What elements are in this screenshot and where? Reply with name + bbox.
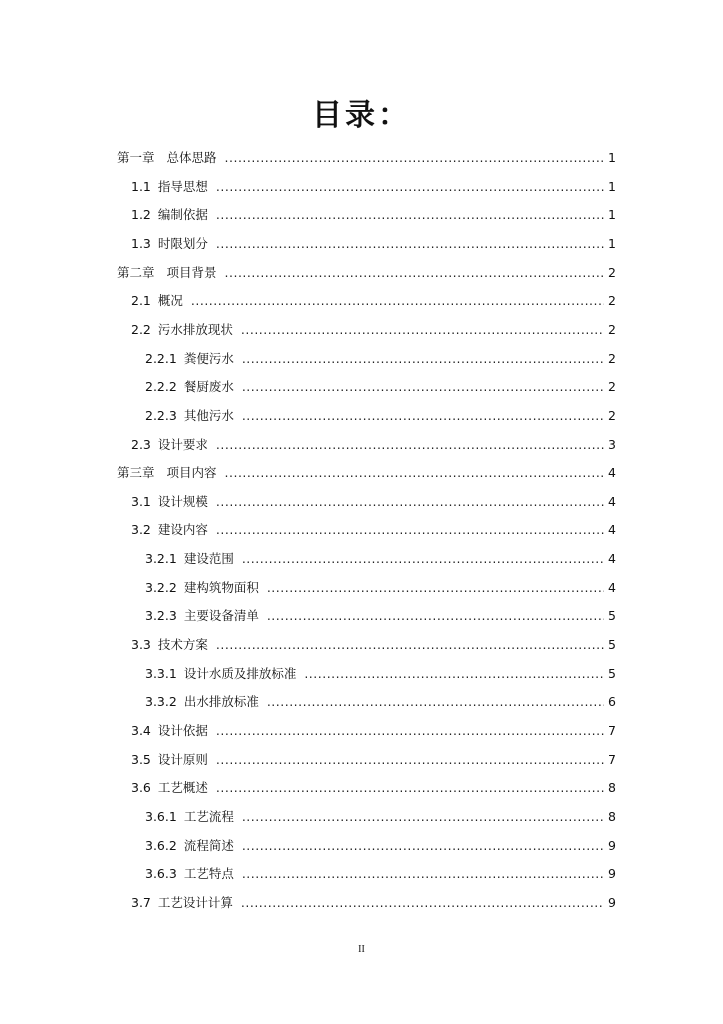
toc-dot-leader [267, 579, 604, 597]
toc-entry-number: 2.2.3 [145, 407, 177, 423]
toc-entry-label: 项目背景 [166, 264, 217, 280]
toc-entry-number: 3.3 [131, 637, 151, 653]
toc-entry-number: 3.4 [131, 723, 151, 738]
toc-entry-page: 1 [608, 235, 616, 251]
toc-dot-leader [267, 607, 604, 625]
toc-dot-leader [216, 521, 604, 539]
toc-dot-leader [304, 665, 604, 683]
toc-entry-label: 工艺概述 [157, 780, 208, 796]
toc-entry-label: 时限划分 [157, 235, 208, 251]
toc-entry[interactable] [131, 521, 616, 539]
toc-entry-label: 流程简述 [183, 837, 234, 853]
toc-entry-page: 3 [608, 436, 616, 452]
toc-entry-label: 工艺流程 [183, 808, 234, 824]
toc-entry-label: 概况 [157, 293, 183, 309]
toc-dot-leader [242, 837, 604, 855]
toc-entry-label: 总体思路 [166, 150, 217, 165]
toc-entry[interactable] [145, 808, 616, 826]
toc-entry-label: 技术方案 [157, 637, 208, 653]
toc-entry[interactable] [145, 693, 616, 711]
toc-entry-number: 第一章 [117, 150, 155, 165]
toc-entry-page: 2 [608, 350, 616, 366]
toc-entry-number: 3.7 [131, 894, 151, 910]
toc-entry-number: 3.5 [131, 751, 151, 767]
toc-entry-page: 7 [608, 751, 616, 767]
toc-entry-number: 3.3.2 [145, 694, 177, 710]
toc-dot-leader [242, 808, 604, 826]
toc-entry-page: 2 [608, 407, 616, 423]
toc-entry-label: 建构筑物面积 [183, 579, 259, 595]
toc-dot-leader [216, 178, 604, 196]
toc-dot-leader [216, 235, 604, 253]
toc-dot-leader [216, 722, 604, 740]
toc-entry-page: 4 [608, 551, 616, 567]
toc-entry[interactable] [131, 722, 616, 740]
toc-entry-label: 设计水质及排放标准 [183, 665, 297, 681]
toc-dot-leader [242, 865, 604, 883]
toc-entry[interactable] [145, 579, 616, 597]
toc-entry-label: 主要设备清单 [183, 608, 259, 624]
toc-dot-leader [225, 149, 605, 167]
toc-entry[interactable] [131, 636, 616, 654]
toc-entry-number: 3.2.2 [145, 579, 177, 595]
toc-entry-label: 指导思想 [157, 178, 208, 194]
toc-entry[interactable] [145, 837, 616, 855]
toc-entry-page: 8 [608, 780, 616, 796]
toc-entry-page: 9 [608, 837, 616, 853]
toc-entry-number: 2.2.2 [145, 379, 177, 395]
toc-dot-leader [225, 264, 605, 282]
toc-dot-leader [191, 292, 604, 310]
toc-dot-leader [216, 493, 604, 511]
toc-entry-page: 7 [608, 723, 616, 738]
toc-entry-label: 设计依据 [157, 723, 208, 738]
toc-entry-number: 2.3 [131, 436, 151, 452]
toc-entry[interactable] [131, 779, 616, 797]
toc-entry-number: 3.2.1 [145, 551, 177, 567]
toc-entry-number: 1.1 [131, 178, 151, 194]
toc-dot-leader [241, 321, 604, 339]
toc-entry-label: 出水排放标准 [183, 694, 259, 710]
toc-entry[interactable] [131, 292, 616, 310]
toc-entry-number: 3.2.3 [145, 608, 177, 624]
toc-entry[interactable] [145, 407, 616, 425]
toc-entry-number: 3.6.3 [145, 866, 177, 882]
toc-entry[interactable] [145, 378, 616, 396]
toc-entry-label: 项目内容 [166, 465, 217, 481]
toc-entry-page: 4 [608, 522, 616, 538]
toc-entry-number: 3.1 [131, 493, 151, 509]
toc-entry-page: 6 [608, 694, 616, 710]
toc-entry-page: 4 [608, 579, 616, 595]
toc-entry-page: 5 [608, 608, 616, 624]
toc-entry-number: 第三章 [117, 465, 155, 481]
toc-dot-leader [216, 206, 604, 224]
toc-entry[interactable] [145, 665, 616, 683]
toc-entry-page: 1 [608, 207, 616, 223]
page-title: 目录： [312, 98, 411, 133]
toc-entry-number: 3.6.1 [145, 808, 177, 824]
toc-dot-leader [216, 636, 604, 654]
toc-entry-label: 工艺设计计算 [157, 894, 233, 910]
toc-entry-label: 建设内容 [157, 522, 208, 538]
toc-entry[interactable] [145, 350, 616, 368]
toc-entry-page: 1 [608, 178, 616, 194]
toc-entry[interactable] [131, 493, 616, 511]
toc-entry[interactable] [131, 751, 616, 769]
toc-entry[interactable] [145, 607, 616, 625]
toc-entry-label: 建设范围 [183, 551, 234, 567]
toc-entry[interactable] [131, 178, 616, 196]
toc-entry-page: 1 [608, 150, 616, 165]
toc-entry-number: 第二章 [117, 264, 155, 280]
toc-entry-number: 1.2 [131, 207, 151, 223]
toc-entry-label: 编制依据 [157, 207, 208, 223]
toc-dot-leader [242, 550, 604, 568]
toc-entry[interactable] [131, 436, 616, 454]
toc-entry[interactable] [117, 264, 616, 282]
toc-entry-number: 2.2 [131, 321, 151, 337]
toc-entry[interactable] [117, 149, 616, 167]
toc-dot-leader [216, 436, 604, 454]
toc-entry[interactable] [117, 464, 616, 482]
toc-entry[interactable] [131, 894, 616, 912]
toc-entry-label: 餐厨废水 [183, 379, 234, 395]
toc-entry[interactable] [145, 550, 616, 568]
toc-dot-leader [241, 894, 604, 912]
toc-dot-leader [242, 407, 604, 425]
toc-entry-page: 8 [608, 808, 616, 824]
toc-entry-label: 设计规模 [157, 493, 208, 509]
toc-entry-number: 2.1 [131, 293, 151, 309]
toc-dot-leader [216, 751, 604, 769]
toc-entry-number: 3.2 [131, 522, 151, 538]
toc-entry-page: 2 [608, 321, 616, 337]
toc-entry[interactable] [131, 235, 616, 253]
toc-entry-label: 设计原则 [157, 751, 208, 767]
toc-entry-label: 粪便污水 [183, 350, 234, 366]
toc-entry-page: 5 [608, 665, 616, 681]
toc-entry-page: 4 [608, 465, 616, 481]
toc-entry-page: 9 [608, 866, 616, 882]
toc-dot-leader [267, 693, 604, 711]
toc-entry-label: 设计要求 [157, 436, 208, 452]
toc-entry-page: 2 [608, 379, 616, 395]
toc-entry-label: 污水排放现状 [157, 321, 233, 337]
toc-entry[interactable] [131, 206, 616, 224]
toc-entry[interactable] [131, 321, 616, 339]
toc-entry-page: 5 [608, 637, 616, 653]
toc-entry-page: 9 [608, 894, 616, 910]
toc-entry-label: 工艺特点 [183, 866, 234, 882]
toc-entry-number: 1.3 [131, 235, 151, 251]
toc-entry-number: 3.6.2 [145, 837, 177, 853]
toc-entry-number: 3.3.1 [145, 665, 177, 681]
toc-dot-leader [242, 378, 604, 396]
toc-dot-leader [225, 464, 605, 482]
page-number-footer: II [358, 944, 365, 955]
toc-entry-page: 2 [608, 264, 616, 280]
toc-entry-number: 2.2.1 [145, 350, 177, 366]
toc-dot-leader [216, 779, 604, 797]
toc-entry-page: 2 [608, 293, 616, 309]
toc-entry-page: 4 [608, 493, 616, 509]
toc-entry[interactable] [145, 865, 616, 883]
toc-entry-label: 其他污水 [183, 407, 234, 423]
toc-entry-number: 3.6 [131, 780, 151, 796]
toc-dot-leader [242, 350, 604, 368]
